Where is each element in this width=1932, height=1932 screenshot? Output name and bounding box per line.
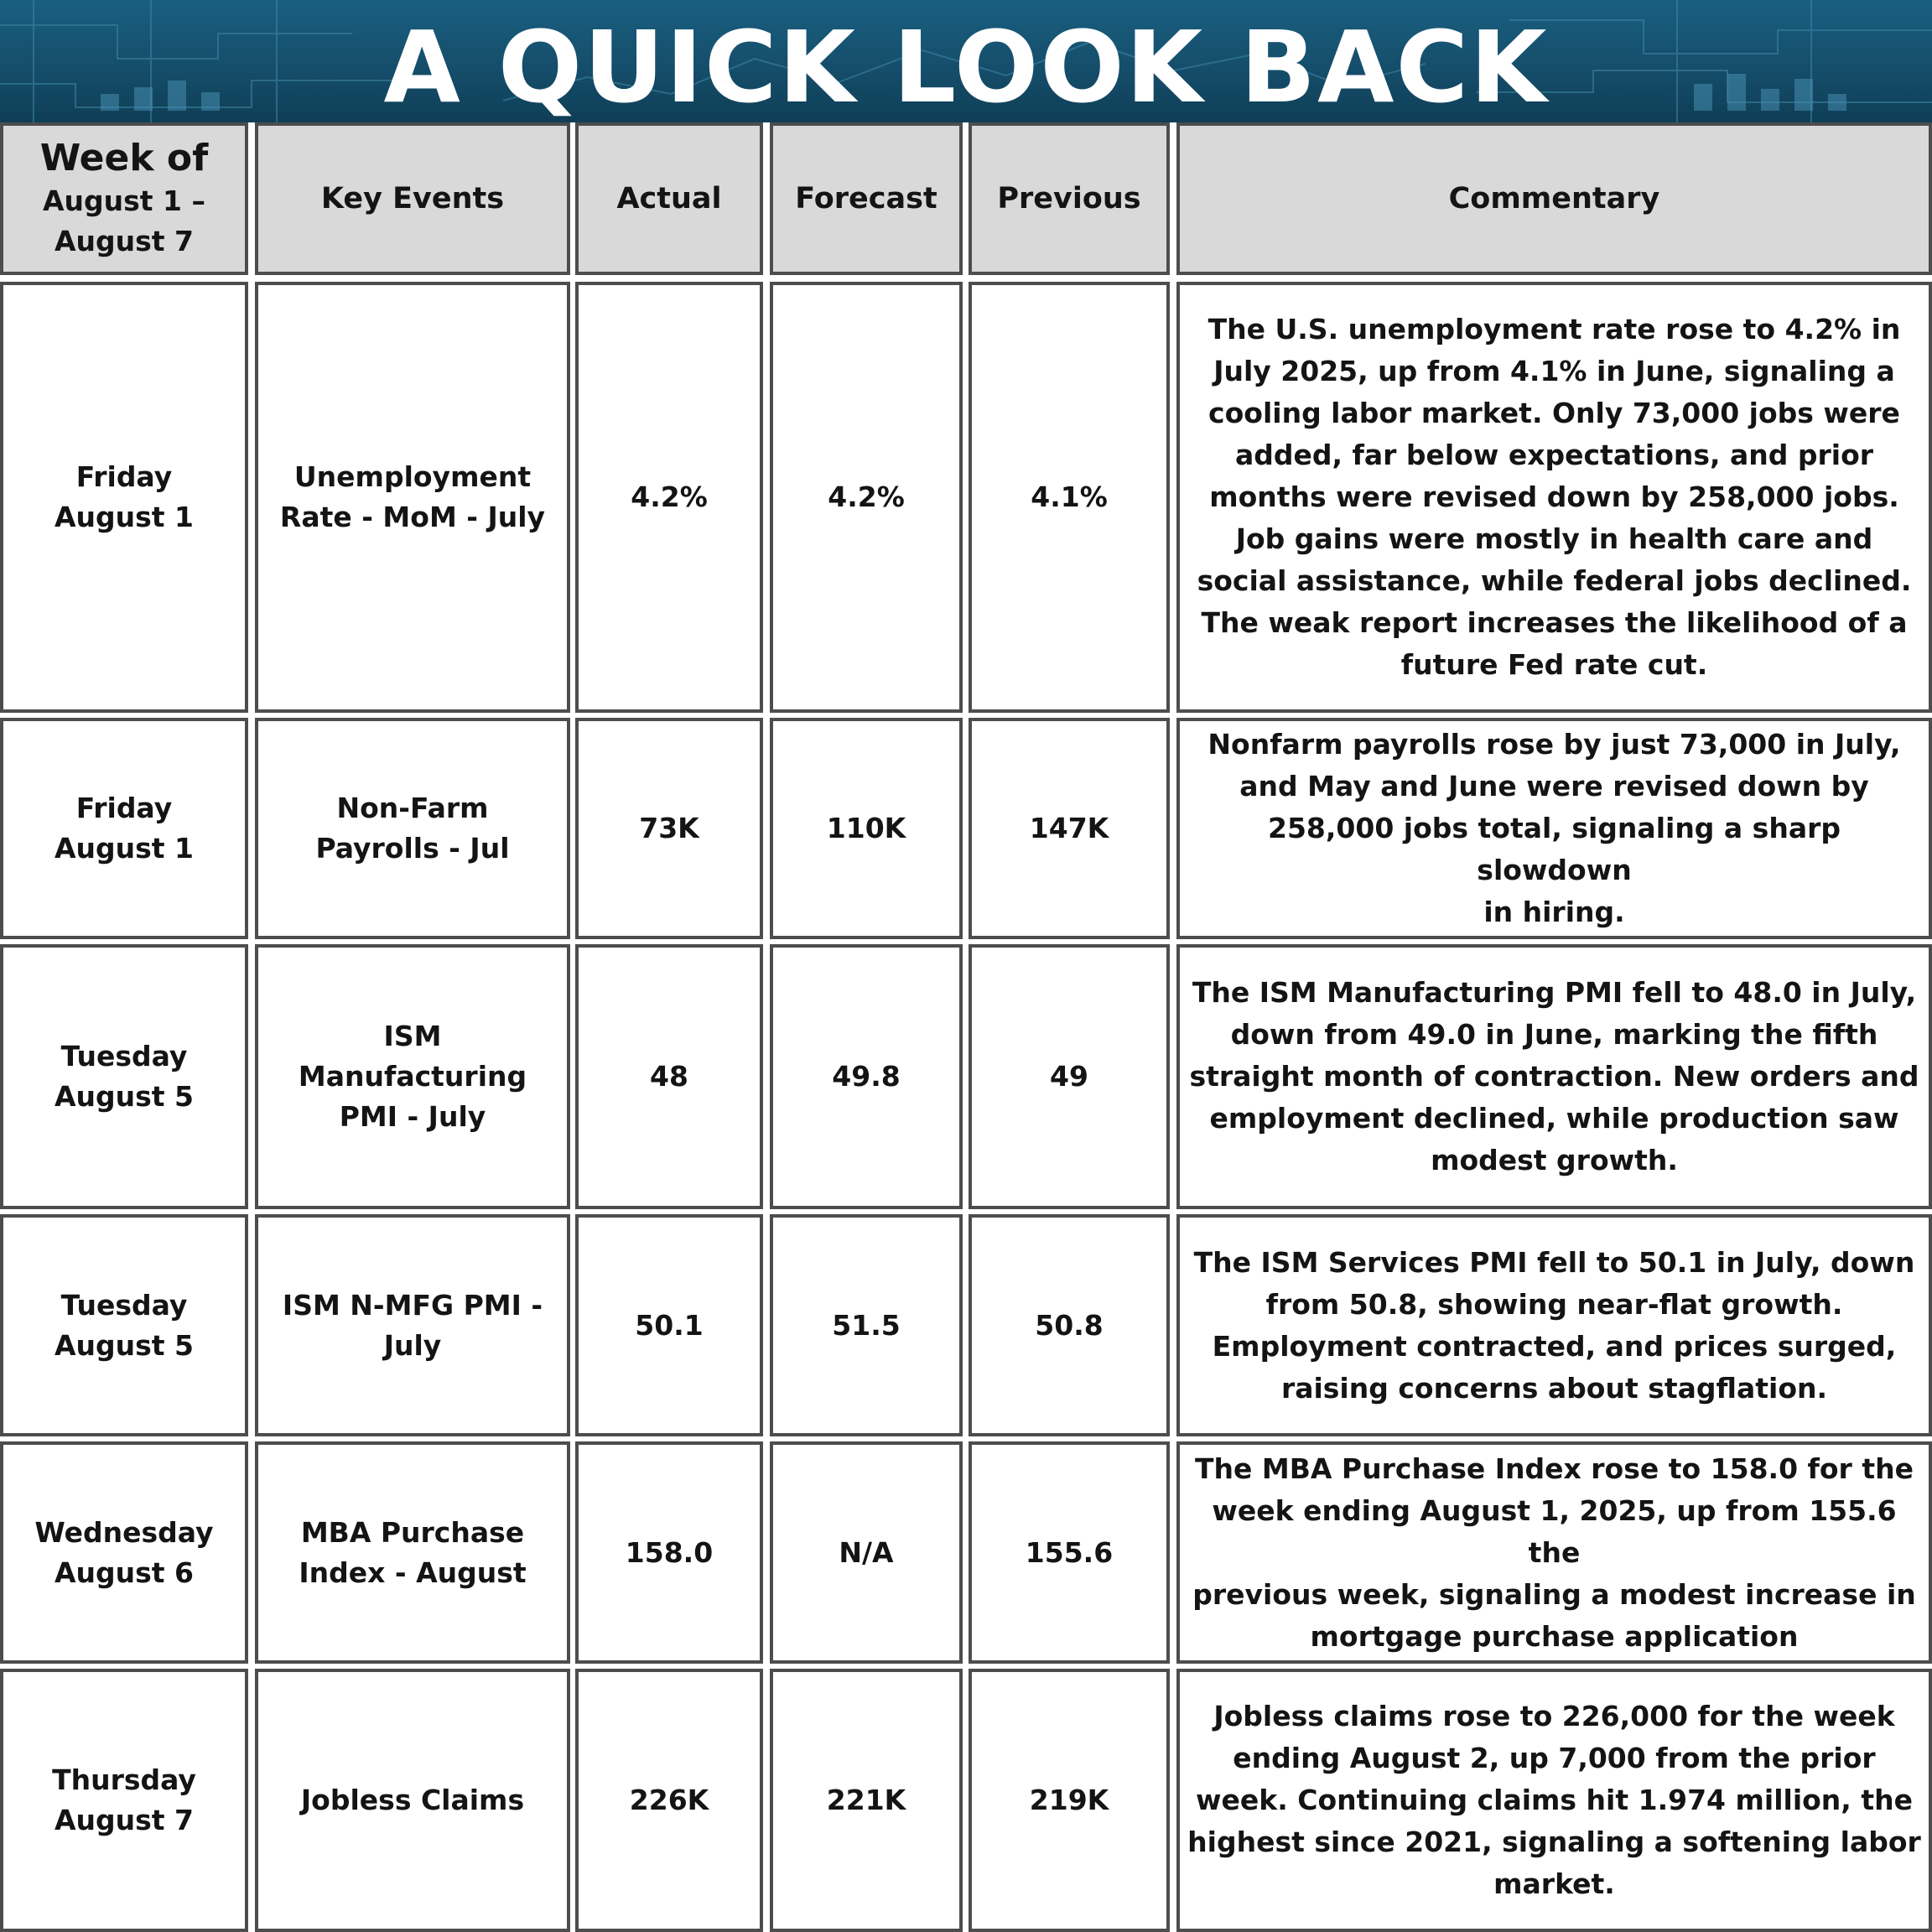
forecast-value: 110K <box>826 812 906 844</box>
previous-value: 4.1% <box>1031 480 1108 513</box>
commentary-text: The ISM Services PMI fell to 50.1 in July, down <box>1193 1245 1915 1279</box>
row-event-cell <box>255 718 570 939</box>
commentary-text: market. <box>1493 1867 1615 1900</box>
row-previous-cell <box>969 1441 1170 1664</box>
actual-value: 226K <box>629 1784 709 1816</box>
commentary-text: from 50.8, showing near-flat growth. <box>1265 1287 1843 1321</box>
day-label: Wednesday <box>34 1515 214 1549</box>
row-forecast-cell <box>770 1669 963 1932</box>
previous-value: 50.8 <box>1035 1308 1104 1342</box>
row-date-cell <box>0 282 248 713</box>
day-label: Thursday <box>52 1763 196 1796</box>
row-forecast-cell <box>770 1214 963 1436</box>
commentary-text: raising concerns about stagflation. <box>1280 1371 1828 1405</box>
commentary-text: Employment contracted, and prices surged, <box>1212 1329 1897 1363</box>
day-label: Friday <box>75 792 173 824</box>
header-key-events <box>255 122 570 275</box>
row-commentary-cell <box>1176 282 1932 713</box>
row-date-cell <box>0 1214 248 1436</box>
event-label: Payrolls - Jul <box>315 832 510 865</box>
week-range-end: August 7 <box>54 225 194 257</box>
row-event-cell <box>255 1669 570 1932</box>
row-forecast-cell <box>770 282 963 713</box>
commentary-text: modest growth. <box>1431 1144 1678 1176</box>
commentary-text: week ending August 1, 2025, up from 155.6 the <box>1212 1493 1897 1569</box>
date-label: August 5 <box>54 1328 194 1362</box>
row-event-cell <box>255 1214 570 1436</box>
actual-value: 48 <box>650 1060 688 1093</box>
actual-value: 73K <box>639 812 699 844</box>
commentary-text: employment declined, while production saw <box>1209 1102 1899 1135</box>
commentary-text: July 2025, up from 4.1% in June, signaling a <box>1213 355 1895 387</box>
event-label: Index - August <box>299 1555 527 1589</box>
actual-value: 50.1 <box>635 1308 704 1342</box>
commentary-text: The weak report increases the likelihood of a <box>1201 606 1908 639</box>
day-label: Tuesday <box>60 1040 188 1072</box>
row-commentary-cell <box>1176 944 1932 1209</box>
row-forecast-cell <box>770 718 963 939</box>
week-range-start: August 1 – <box>42 184 205 217</box>
commentary-text: in hiring. <box>1483 896 1625 928</box>
row-date-cell <box>0 1669 248 1932</box>
row-event-cell <box>255 282 570 713</box>
commentary-text: future Fed rate cut. <box>1400 648 1708 681</box>
commentary-text: and May and June were revised down by <box>1239 770 1869 802</box>
header-key-events-label: Key Events <box>320 182 505 216</box>
previous-value: 155.6 <box>1025 1535 1114 1569</box>
commentary-text: mortgage purchase application <box>1310 1619 1799 1653</box>
row-actual-cell <box>575 1441 763 1664</box>
page-title: A QUICK LOOK BACK <box>383 9 1549 122</box>
event-label: MBA Purchase <box>300 1515 525 1549</box>
row-actual-cell <box>575 944 763 1209</box>
header-forecast-label: Forecast <box>795 182 937 216</box>
row-date-cell <box>0 718 248 939</box>
commentary-text: Jobless claims rose to 226,000 for the week <box>1213 1700 1895 1732</box>
row-event-cell <box>255 944 570 1209</box>
row-previous-cell <box>969 718 1170 939</box>
commentary-text: months were revised down by 258,000 jobs. <box>1209 480 1899 513</box>
row-actual-cell <box>575 1669 763 1932</box>
week-of-label: Week of <box>39 137 209 179</box>
date-label: August 1 <box>54 832 194 865</box>
header-commentary <box>1176 122 1932 275</box>
previous-value: 49 <box>1050 1060 1088 1093</box>
forecast-value: 51.5 <box>832 1308 901 1342</box>
event-label: July <box>383 1328 442 1362</box>
commentary-text: highest since 2021, signaling a softening labor <box>1187 1826 1921 1858</box>
row-previous-cell <box>969 944 1170 1209</box>
header-forecast <box>770 122 963 275</box>
event-label: Unemployment <box>293 460 532 493</box>
row-date-cell <box>0 1441 248 1664</box>
event-label: Non-Farm <box>336 792 489 824</box>
date-label: August 7 <box>54 1804 194 1836</box>
event-label: Jobless Claims <box>300 1784 525 1816</box>
previous-value: 147K <box>1029 812 1109 844</box>
commentary-text: social assistance, while federal jobs declined. <box>1197 564 1912 597</box>
event-label: Manufacturing <box>298 1060 527 1093</box>
header-previous-label: Previous <box>997 182 1141 216</box>
forecast-value: 221K <box>826 1784 906 1816</box>
commentary-text: The ISM Manufacturing PMI fell to 48.0 in July, <box>1192 976 1917 1009</box>
commentary-text: straight month of contraction. New orders and <box>1189 1060 1919 1093</box>
forecast-value: 4.2% <box>828 480 905 513</box>
day-label: Friday <box>75 460 173 493</box>
commentary-text: previous week, signaling a modest increase in <box>1192 1577 1916 1611</box>
event-label: ISM N-MFG PMI - <box>282 1288 543 1322</box>
header-week-of <box>0 122 248 275</box>
row-actual-cell <box>575 282 763 713</box>
commentary-text: 258,000 jobs total, signaling a sharp slowdown <box>1268 812 1841 886</box>
row-commentary-cell <box>1176 1214 1932 1436</box>
day-label: Tuesday <box>60 1288 188 1322</box>
event-label: PMI - July <box>339 1100 486 1133</box>
commentary-text: ending August 2, up 7,000 from the prior <box>1233 1742 1876 1774</box>
row-commentary-cell <box>1176 1669 1932 1932</box>
commentary-text: added, far below expectations, and prior <box>1234 439 1874 471</box>
event-label: Rate - MoM - July <box>279 501 546 533</box>
row-actual-cell <box>575 1214 763 1436</box>
commentary-text: Nonfarm payrolls rose by just 73,000 in July, <box>1208 728 1901 761</box>
forecast-value: N/A <box>839 1535 894 1569</box>
commentary-text: down from 49.0 in June, marking the fifth <box>1230 1018 1878 1051</box>
commentary-text: Job gains were mostly in health care and <box>1235 522 1873 555</box>
header-previous <box>969 122 1170 275</box>
previous-value: 219K <box>1029 1784 1109 1816</box>
date-label: August 6 <box>54 1555 194 1589</box>
row-forecast-cell <box>770 944 963 1209</box>
event-label: ISM <box>383 1020 442 1052</box>
row-commentary-cell <box>1176 1441 1932 1664</box>
header-commentary-label: Commentary <box>1448 182 1660 216</box>
row-commentary-cell <box>1176 718 1932 939</box>
header-actual <box>575 122 763 275</box>
row-actual-cell <box>575 718 763 939</box>
row-previous-cell <box>969 282 1170 713</box>
date-label: August 5 <box>54 1080 194 1113</box>
title-banner <box>0 0 1932 122</box>
forecast-value: 49.8 <box>832 1060 901 1093</box>
row-previous-cell <box>969 1669 1170 1932</box>
row-forecast-cell <box>770 1441 963 1664</box>
row-date-cell <box>0 944 248 1209</box>
actual-value: 4.2% <box>631 480 708 513</box>
row-event-cell <box>255 1441 570 1664</box>
row-previous-cell <box>969 1214 1170 1436</box>
commentary-text: The MBA Purchase Index rose to 158.0 for the <box>1195 1452 1914 1485</box>
date-label: August 1 <box>54 501 194 533</box>
header-actual-label: Actual <box>616 182 722 216</box>
commentary-text: week. Continuing claims hit 1.974 million, the <box>1196 1784 1913 1816</box>
actual-value: 158.0 <box>625 1535 714 1569</box>
commentary-text: cooling labor market. Only 73,000 jobs were <box>1208 397 1900 429</box>
commentary-text: The U.S. unemployment rate rose to 4.2% in <box>1208 313 1901 345</box>
